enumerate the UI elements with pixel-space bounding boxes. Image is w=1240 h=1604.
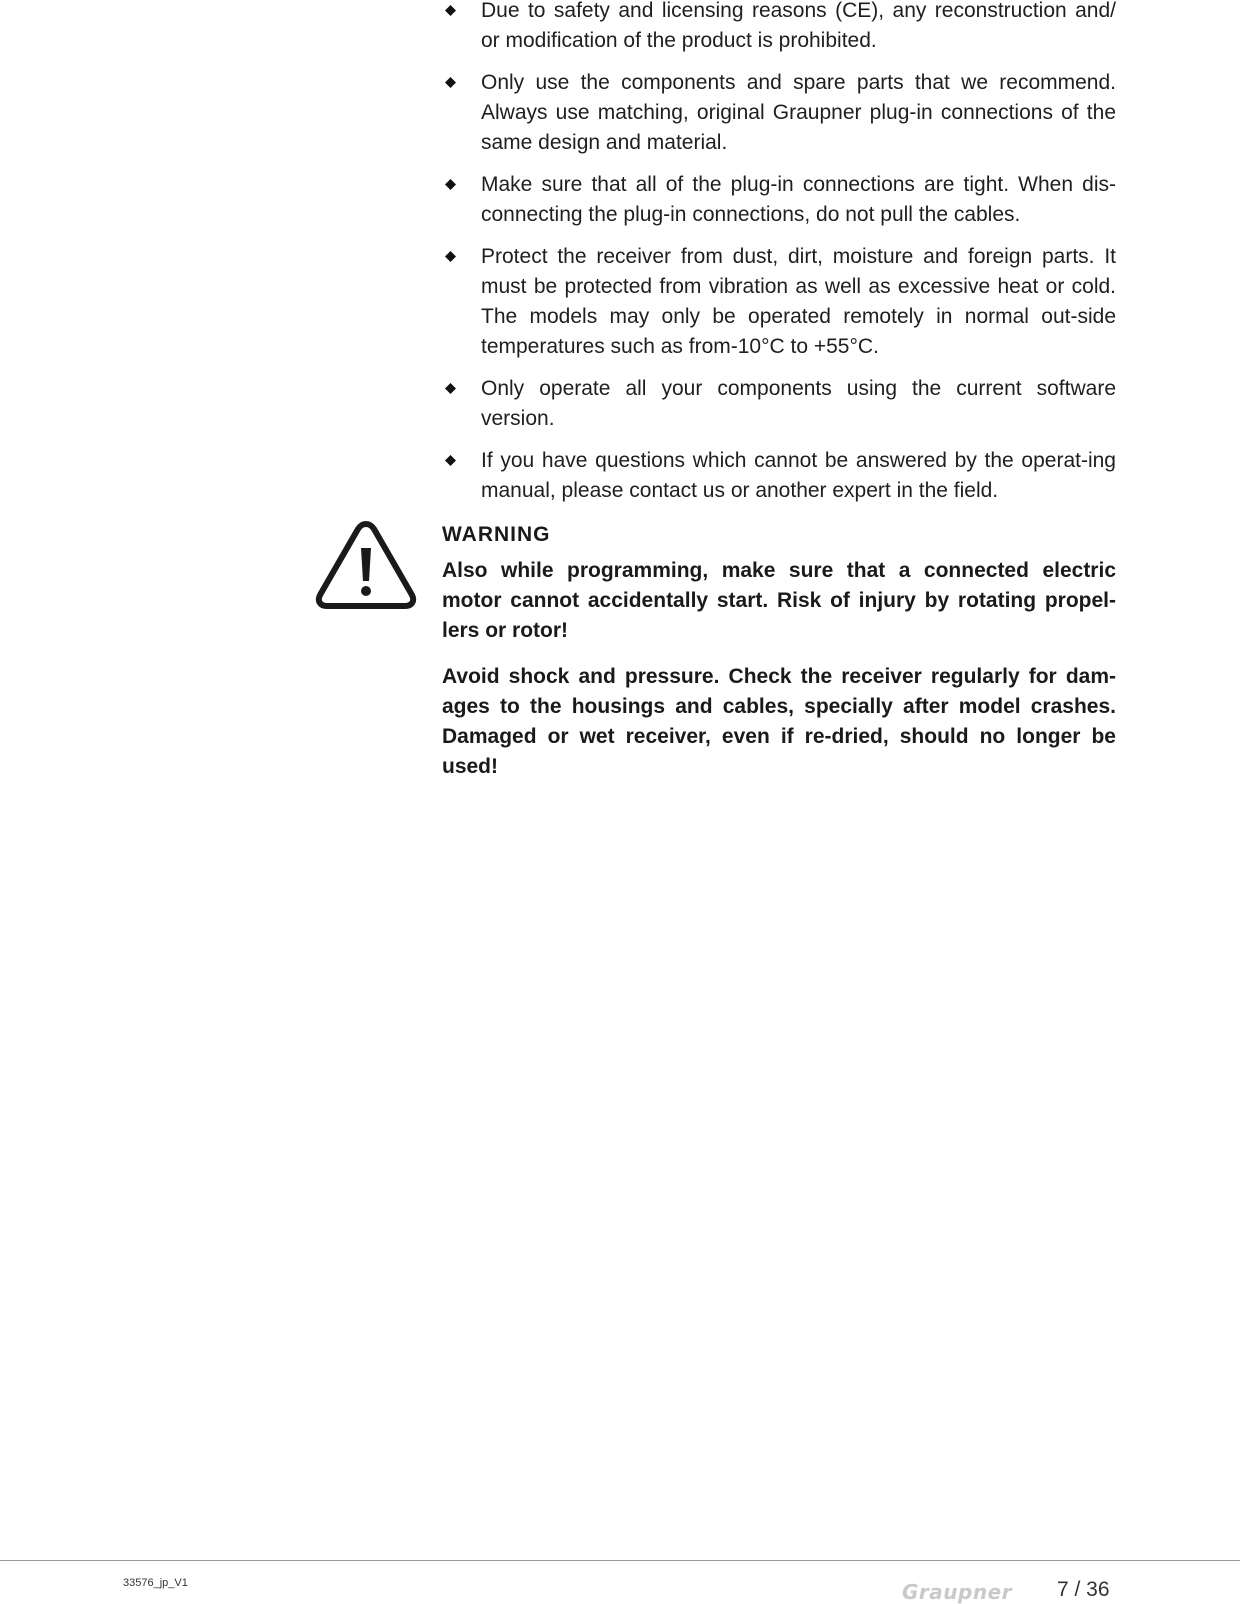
- bullet-item: [442, 446, 1116, 506]
- diamond-bullet-icon: [445, 77, 456, 88]
- diamond-bullet-icon: [445, 5, 456, 16]
- bullet-text: Due to safety and licensing reasons (CE), any reconstruction and/ or modification of the product is prohibited.: [481, 0, 1116, 52]
- bullet-item: [442, 170, 1116, 230]
- diamond-bullet-icon: [445, 179, 456, 190]
- bullet-item: [442, 0, 1116, 56]
- diamond-bullet-icon: [445, 383, 456, 394]
- bullet-text: Only use the components and spare parts that we recommend. Always use matching, original Graupner plug-in connections of the same design and material.: [481, 71, 1116, 154]
- document-id: 33576_jp_V1: [123, 1577, 188, 1589]
- bullet-text: Protect the receiver from dust, dirt, moisture and foreign parts. It must be protected from vibration as well as excessive heat or cold. The models may only be operated remotely in normal out-side temperatures such as from-10°C to +55°C.: [481, 245, 1116, 358]
- bullet-item: [442, 374, 1116, 434]
- safety-bullet-list: [442, 0, 1116, 518]
- bullet-text: Only operate all your components using the current software version.: [481, 377, 1116, 430]
- warning-paragraph: Avoid shock and pressure. Check the receiver regularly for dam-ages to the housings and cables, specially after model crashes. Damaged or wet receiver, even if re-dried, should no longer be used!: [442, 665, 1116, 778]
- footer-divider: [0, 1560, 1240, 1561]
- diamond-bullet-icon: [445, 251, 456, 262]
- bullet-item: [442, 242, 1116, 362]
- page-number: 7 / 36: [1057, 1578, 1110, 1601]
- bullet-text: Make sure that all of the plug-in connections are tight. When dis-connecting the plug-in connections, do not pull the cables.: [481, 173, 1116, 226]
- graupner-logo: Graupner: [902, 1580, 1012, 1604]
- diamond-bullet-icon: [445, 455, 456, 466]
- warning-triangle-icon: [314, 517, 418, 611]
- bullet-text: If you have questions which cannot be answered by the operat-ing manual, please contact us or another expert in the field.: [481, 449, 1116, 502]
- warning-paragraph: Also while programming, make sure that a connected electric motor cannot accidentally start. Risk of injury by rotating propel-lers or rotor!: [442, 559, 1116, 642]
- warning-title: WARNING: [442, 523, 551, 546]
- bullet-item: [442, 68, 1116, 158]
- warning-block: [442, 520, 1116, 798]
